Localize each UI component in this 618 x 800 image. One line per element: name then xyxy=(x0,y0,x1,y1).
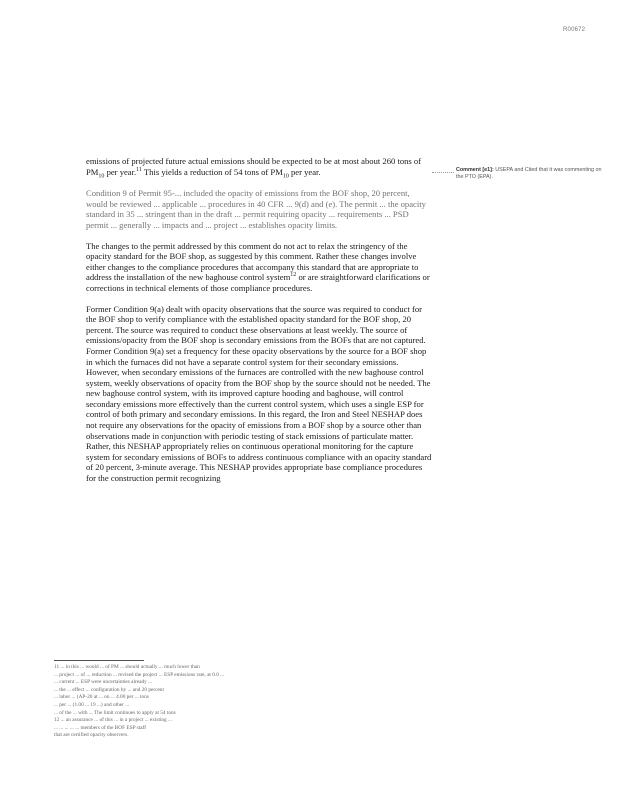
footnote-line: ... labor ... (AP-20 at ... on ... 4.00 per ... tons xyxy=(54,694,149,701)
footnote-ref: 11 xyxy=(136,166,142,173)
footnote-line: ... of the ... with ... The limit continues to apply at 54 tons xyxy=(54,709,176,716)
footnote-line: ... current ... ESP were uncertainties already ... xyxy=(54,679,153,686)
footnote-ref: 12 xyxy=(290,272,297,279)
footnote-line: 12 ... an assurance ... of this ... in a project ... existing ... xyxy=(54,717,172,724)
paragraph-text: or are straightforward clarifications or corrections in technical elements of those compliance procedures. xyxy=(86,272,430,293)
footnote-line: 11 ... in this ... would ... of PM ... should actually ... much lower than xyxy=(54,664,200,670)
comment-label: Comment [e1]: xyxy=(456,167,494,173)
footnote-line: that are certified opacity observers. xyxy=(54,732,129,739)
paragraph-text: The changes to the permit addressed by this comment do not act to relax the stringency of the opacity standard for the BOF shop, as suggested by this comment. Rather these changes involve either changes to the compliance procedures that accompany this standard that are appropriate to address the installation of the new baghouse control system xyxy=(86,240,419,283)
document-body xyxy=(86,156,432,494)
footnote-line: ... ... ... ... ... members of the BOF ESP staff xyxy=(54,724,146,731)
footnotes xyxy=(54,664,434,740)
paragraph-former-condition: Former Condition 9(a) dealt with opacity observations that the source was required to conduct for the BOF shop to verify compliance with the established opacity standard for the BOF shop, 20 percent. The source was required to conduct these observations at least weekly. The source of emissions/opacity from the BOF shop is secondary emissions from the BOFs that are not captured. Former Condition 9(a) set a frequency for these opacity observations by the source for a BOF shop in which the furnaces did not have a separate control system for their secondary emissions. However, when secondary emissions of the furnaces are controlled with the new baghouse control system, weekly observations of opacity from the BOF shop by the source should not be needed. The new baghouse control system, with its improved capture hooding and baghouse, will control secondary emissions more effectively than the current control system, which uses a single ESP for control of both primary and secondary emissions. In this regard, the Iron and Steel NESHAP does not require any observations for the opacity of emissions from a BOF shop by a source other than observations made in conjunction with periodic testing of stack emissions of particulate matter. Rather, this NESHAP appropriately relies on continuous operational monitoring for the capture system for secondary emissions of BOFs to address continuous compliance with an opacity standard of 20 percent, 3-minute average. This NESHAP provides appropriate base compliance procedures for the construction permit recognizing xyxy=(86,303,432,484)
paragraph-text: per year. xyxy=(104,166,137,177)
paragraph-changes xyxy=(86,241,432,294)
paragraph-text: This yields a reduction of 54 tons of PM xyxy=(141,166,283,177)
paragraph-continued xyxy=(86,156,432,180)
paragraph-faded: Condition 9 of Permit 95-... included the opacity of emissions from the BOF shop, 20 percent, would be reviewed ... applicable ... procedures in 40 CFR ... 9(d) and (e). The permit ... the opacity standard in 35 ... stringent than in the draft ... permit requiring opacity ... requirements ... PSD permit ... generally ... impacts and ... project ... establishes opacity limits. xyxy=(86,188,426,230)
footnote-rule xyxy=(54,660,144,661)
footnote-line: ... per ... (1.00 ... 19 ...) and other ... xyxy=(54,701,130,708)
footnote-line: ... project ... of ... reduction ... revised the project ... ESP emissions rate, at 0.0 ... xyxy=(54,671,225,678)
paragraph-text: emissions of projected future actual emissions should be expected to be at most about 260 tons of PM xyxy=(86,156,422,177)
comment-leader-line xyxy=(432,172,454,173)
margin-comment[interactable] xyxy=(456,167,606,181)
paragraph-text: per year. xyxy=(288,166,321,177)
footnote-line: ... the ... effect ... configuration by ... and 20 percent xyxy=(54,686,164,693)
comment-text: USEPA and Cited that it was commenting on the PTO (EPA). xyxy=(456,167,602,180)
subscript: 10 xyxy=(282,173,289,180)
page-id: R00672 xyxy=(563,27,586,33)
subscript: 10 xyxy=(98,173,105,180)
